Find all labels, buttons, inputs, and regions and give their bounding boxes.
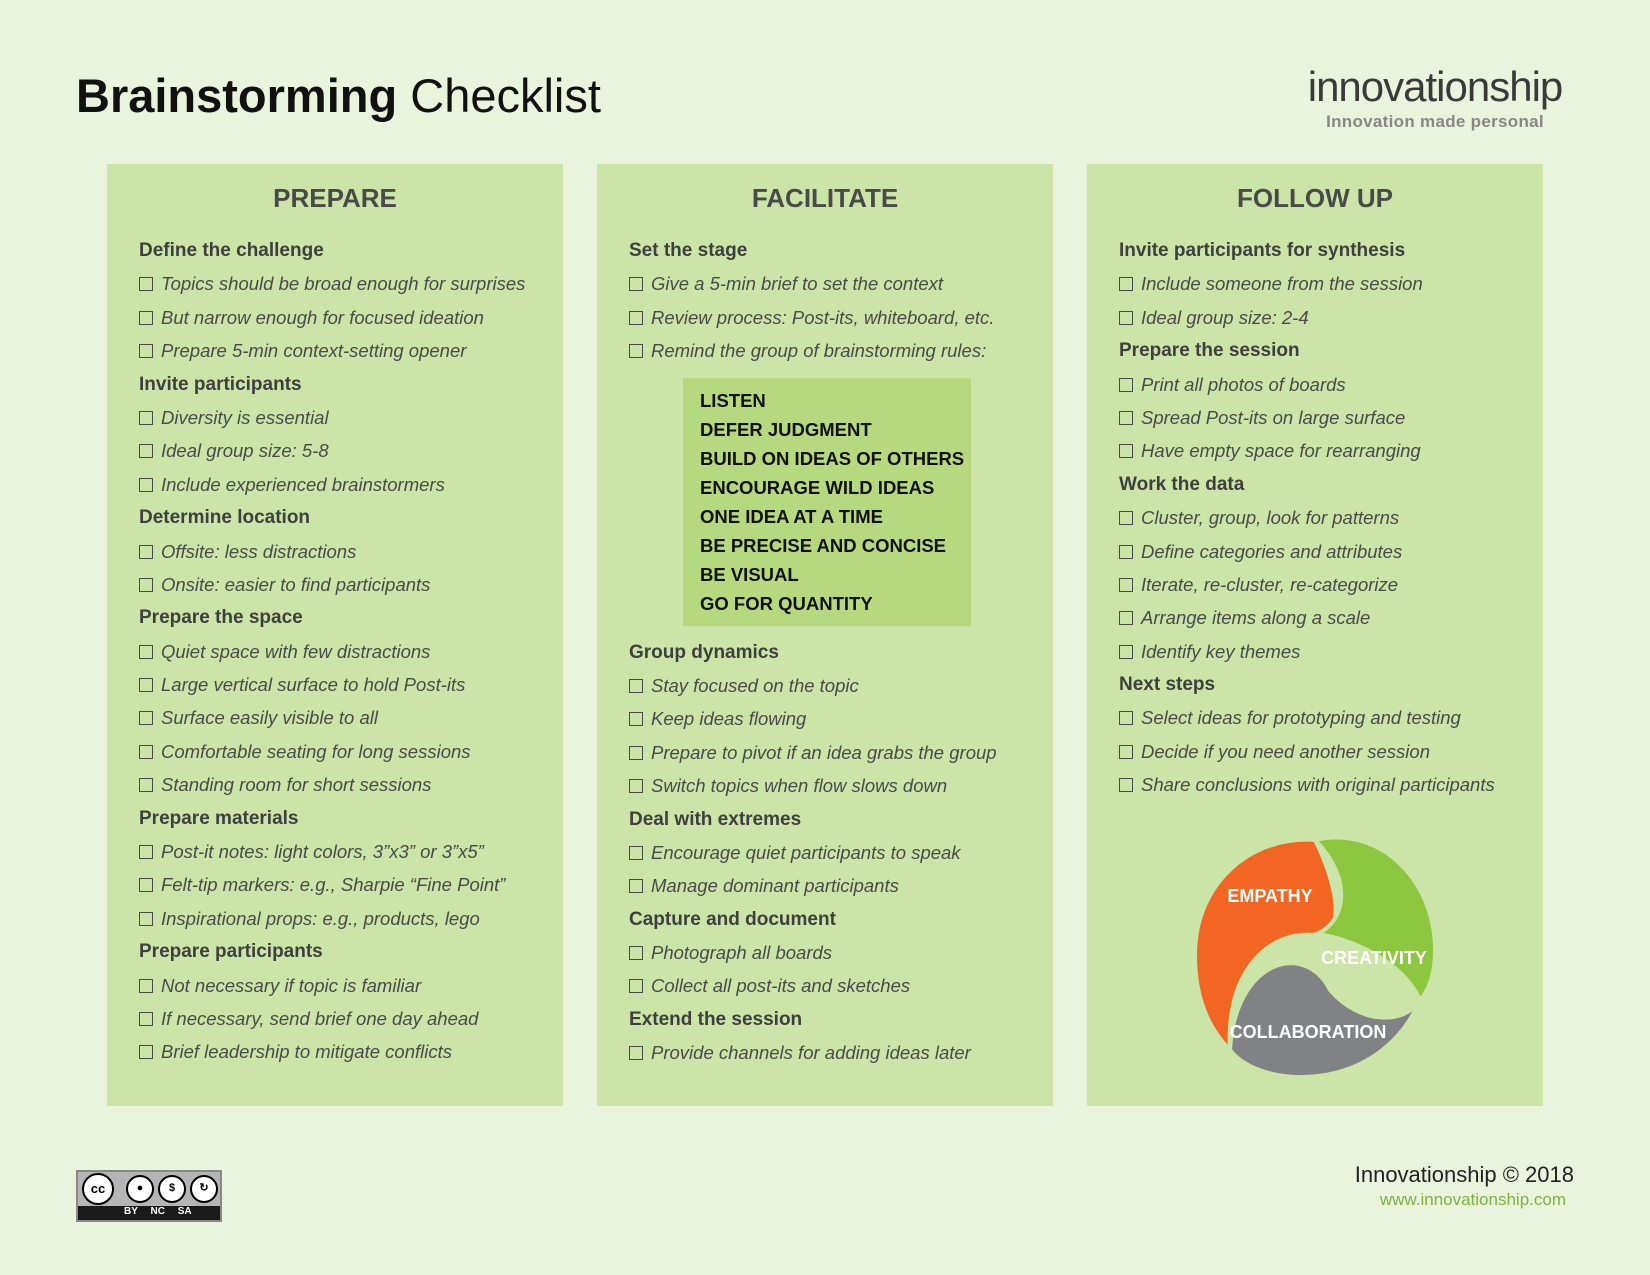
- cc-icon: cc: [82, 1173, 114, 1205]
- checklist-item-label: Arrange items along a scale: [1141, 607, 1371, 629]
- checklist-item-label: Keep ideas flowing: [651, 708, 807, 730]
- checkbox-icon[interactable]: [629, 311, 643, 325]
- creativity-label: CREATIVITY: [1321, 948, 1427, 968]
- website-link[interactable]: www.innovationship.com: [1379, 1190, 1566, 1209]
- noncommercial-icon: $: [158, 1175, 186, 1203]
- checklist-item-label: Onsite: easier to find participants: [161, 573, 431, 595]
- checklist-item[interactable]: [1119, 701, 1543, 734]
- checklist-item-label: Iterate, re-cluster, re-categorize: [1141, 573, 1399, 595]
- checklist-item[interactable]: [139, 835, 563, 868]
- section-title: Next steps: [1119, 674, 1216, 696]
- attribution-icon: ●: [126, 1175, 154, 1203]
- checklist-item-label: Brief leadership to mitigate conflicts: [161, 1041, 452, 1063]
- title-bold: Brainstorming: [76, 69, 398, 122]
- checkbox-icon[interactable]: [139, 711, 153, 725]
- collaboration-segment: [1230, 963, 1420, 1077]
- section-title: Determine location: [139, 507, 311, 529]
- checklist-item-label: Switch topics when flow slows down: [651, 775, 948, 797]
- checklist-item-label: Quiet space with few distractions: [161, 640, 431, 662]
- checklist-item[interactable]: [139, 468, 563, 501]
- checkbox-icon[interactable]: [139, 578, 153, 592]
- logo-tagline: Innovation made personal: [1326, 112, 1544, 131]
- rule-item: ENCOURAGE WILD IDEAS: [700, 476, 935, 498]
- checklist-item[interactable]: [139, 568, 563, 601]
- checkbox-icon[interactable]: [629, 746, 643, 760]
- checklist-item[interactable]: [139, 334, 563, 367]
- checklist-item[interactable]: [1119, 735, 1543, 768]
- column-heading: FACILITATE: [751, 183, 899, 213]
- checkbox-icon[interactable]: [1119, 511, 1133, 525]
- checklist-item-label: Select ideas for prototyping and testing: [1141, 707, 1461, 729]
- section-title: Prepare the session: [1119, 340, 1300, 362]
- column-heading: FOLLOW UP: [1237, 183, 1393, 213]
- checklist-item-label: Share conclusions with original participants: [1141, 774, 1495, 796]
- checkbox-icon[interactable]: [629, 946, 643, 960]
- checklist-item[interactable]: [629, 267, 1053, 300]
- checklist-item-label: Define categories and attributes: [1141, 540, 1403, 562]
- checklist-item-label: But narrow enough for focused ideation: [161, 306, 484, 328]
- checklist-item-label: Include someone from the session: [1141, 273, 1423, 295]
- section-title: Invite participants: [139, 373, 302, 395]
- sharealike-icon: ↻: [190, 1175, 218, 1203]
- checklist-item[interactable]: [629, 969, 1053, 1002]
- checkbox-icon[interactable]: [139, 311, 153, 325]
- checklist-item[interactable]: [629, 301, 1053, 334]
- checkbox-icon[interactable]: [1119, 745, 1133, 759]
- creative-commons-badge: [76, 1170, 222, 1222]
- checklist-item-label: Provide channels for adding ideas later: [651, 1042, 971, 1064]
- checkbox-icon[interactable]: [139, 845, 153, 859]
- logo-wordmark: innovationship: [1307, 63, 1563, 110]
- checklist-item[interactable]: [1119, 301, 1543, 334]
- checkbox-icon[interactable]: [1119, 411, 1133, 425]
- creativity-segment: [1315, 838, 1435, 1000]
- checkbox-icon[interactable]: [629, 879, 643, 893]
- checkbox-icon[interactable]: [139, 1012, 153, 1026]
- checkbox-icon[interactable]: [139, 678, 153, 692]
- checkbox-icon[interactable]: [629, 979, 643, 993]
- column-prepare: [107, 164, 563, 1106]
- page-title: [76, 68, 601, 123]
- checkbox-icon[interactable]: [1119, 778, 1133, 792]
- checklist-item[interactable]: [139, 301, 563, 334]
- checklist-item-label: Give a 5-min brief to set the context: [651, 273, 944, 295]
- checkbox-icon[interactable]: [629, 679, 643, 693]
- collaboration-label: COLLABORATION: [1229, 1022, 1387, 1042]
- checklist-item-label: Manage dominant participants: [651, 875, 899, 897]
- checkbox-icon[interactable]: [1119, 711, 1133, 725]
- rule-item: BE VISUAL: [700, 563, 799, 585]
- checkbox-icon[interactable]: [139, 478, 153, 492]
- checklist-item[interactable]: [629, 669, 1053, 702]
- checkbox-icon[interactable]: [139, 277, 153, 291]
- empathy-label: EMPATHY: [1227, 886, 1313, 906]
- brainstorming-rules-box: [683, 378, 971, 626]
- column-heading: PREPARE: [273, 183, 397, 213]
- checklist-item-label: Standing room for short sessions: [161, 774, 432, 796]
- empathy-creativity-collaboration-diagram: [1180, 830, 1450, 1090]
- section-title: Extend the session: [629, 1008, 803, 1030]
- checklist-item[interactable]: [139, 969, 563, 1002]
- checkbox-icon[interactable]: [1119, 378, 1133, 392]
- checklist-item[interactable]: [1119, 535, 1543, 568]
- checklist-item[interactable]: [139, 868, 563, 901]
- checkbox-icon[interactable]: [1119, 578, 1133, 592]
- rule-item: BUILD ON IDEAS OF OTHERS: [700, 447, 965, 469]
- checkbox-icon[interactable]: [629, 1046, 643, 1060]
- checklist-item-label: Felt-tip markers: e.g., Sharpie “Fine Point”: [161, 874, 506, 896]
- checklist-item[interactable]: [629, 334, 1053, 367]
- checklist-item-label: Have empty space for rearranging: [1141, 440, 1421, 462]
- checkbox-icon[interactable]: [629, 779, 643, 793]
- checklist-item[interactable]: [139, 401, 563, 434]
- section-title: Define the challenge: [139, 240, 324, 261]
- checklist-item-label: Remind the group of brainstorming rules:: [651, 340, 987, 362]
- checklist-item-label: Cluster, group, look for patterns: [1141, 507, 1400, 529]
- checklist-item[interactable]: [1119, 267, 1543, 300]
- checklist-item-label: Review process: Post-its, whiteboard, etc.: [651, 306, 995, 328]
- checkbox-icon[interactable]: [629, 277, 643, 291]
- checklist-item[interactable]: [139, 535, 563, 568]
- column-facilitate: [597, 164, 1053, 1106]
- checklist-item-label: Topics should be broad enough for surprises: [161, 273, 526, 295]
- checklist-item-label: Include experienced brainstormers: [161, 473, 445, 495]
- checklist-item-label: Spread Post-its on large surface: [1141, 406, 1406, 428]
- copyright: Innovationship © 2018: [1354, 1162, 1574, 1187]
- title-light: Checklist: [410, 69, 601, 122]
- checklist-item[interactable]: [629, 936, 1053, 969]
- license-labels: BY NC SA: [124, 1206, 192, 1217]
- checkbox-icon[interactable]: [1119, 611, 1133, 625]
- rule-item: BE PRECISE AND CONCISE: [700, 534, 947, 556]
- checklist-item[interactable]: [1119, 635, 1543, 668]
- checklist: [139, 234, 563, 1069]
- checklist-item[interactable]: [629, 769, 1053, 802]
- checklist-item[interactable]: [139, 635, 563, 668]
- checkbox-icon[interactable]: [629, 344, 643, 358]
- checklist-item[interactable]: [1119, 568, 1543, 601]
- checklist-item[interactable]: [139, 668, 563, 701]
- section-title: Group dynamics: [629, 641, 779, 663]
- checklist-item-label: Inspirational props: e.g., products, lego: [161, 907, 480, 929]
- checklist-item[interactable]: [139, 735, 563, 768]
- checklist-item[interactable]: [1119, 501, 1543, 534]
- section-title: Invite participants for synthesis: [1119, 240, 1406, 261]
- checklist-item-label: Collect all post-its and sketches: [651, 975, 911, 997]
- checklist-item[interactable]: [1119, 601, 1543, 634]
- section-title: Prepare participants: [139, 941, 323, 963]
- checkbox-icon[interactable]: [629, 846, 643, 860]
- checklist-item[interactable]: [1119, 768, 1543, 801]
- checklist-item-label: Comfortable seating for long sessions: [161, 740, 471, 762]
- checklist-item-label: Offsite: less distractions: [161, 540, 357, 562]
- checklist-item[interactable]: [139, 768, 563, 801]
- checklist-item[interactable]: [139, 902, 563, 935]
- checklist-item-label: Prepare to pivot if an idea grabs the group: [651, 741, 997, 763]
- checkbox-icon[interactable]: [139, 411, 153, 425]
- rule-item: LISTEN: [700, 389, 766, 411]
- rule-item: ONE IDEA AT A TIME: [700, 505, 883, 527]
- checklist-item[interactable]: [139, 1035, 563, 1068]
- checklist-item-label: Encourage quiet participants to speak: [651, 841, 961, 863]
- checklist: [629, 234, 1053, 1070]
- checklist-item-label: Prepare 5-min context-setting opener: [161, 340, 467, 362]
- checklist-item-label: Diversity is essential: [161, 406, 329, 428]
- checkbox-icon[interactable]: [139, 344, 153, 358]
- rule-item: DEFER JUDGMENT: [700, 418, 872, 440]
- checkbox-icon[interactable]: [139, 878, 153, 892]
- checkbox-icon[interactable]: [139, 1045, 153, 1059]
- checkbox-icon[interactable]: [139, 444, 153, 458]
- checkbox-icon[interactable]: [1119, 311, 1133, 325]
- checkbox-icon[interactable]: [1119, 645, 1133, 659]
- checklist-item[interactable]: [629, 869, 1053, 902]
- checklist-item-label: Ideal group size: 5-8: [161, 440, 329, 462]
- checklist-item-label: Large vertical surface to hold Post-its: [161, 674, 466, 696]
- checklist-item[interactable]: [139, 1002, 563, 1035]
- section-title: Prepare materials: [139, 807, 299, 829]
- section-title: Work the data: [1119, 473, 1245, 495]
- checklist-item-label: Identify key themes: [1141, 640, 1301, 662]
- section-title: Deal with extremes: [629, 808, 802, 830]
- checklist-item[interactable]: [629, 836, 1053, 869]
- rule-item: GO FOR QUANTITY: [700, 592, 873, 614]
- checkbox-icon[interactable]: [139, 745, 153, 759]
- checklist-item[interactable]: [1119, 434, 1543, 467]
- checkbox-icon[interactable]: [139, 778, 153, 792]
- checkbox-icon[interactable]: [1119, 277, 1133, 291]
- checkbox-icon[interactable]: [629, 712, 643, 726]
- checklist-item-label: Photograph all boards: [651, 942, 833, 964]
- checklist-item[interactable]: [1119, 401, 1543, 434]
- section-title: Capture and document: [629, 908, 836, 930]
- checklist-item-label: Not necessary if topic is familiar: [161, 974, 422, 996]
- checkbox-icon[interactable]: [139, 912, 153, 926]
- section-title: Prepare the space: [139, 607, 303, 629]
- checklist-item-label: Surface easily visible to all: [161, 707, 378, 729]
- checklist-item-label: Ideal group size: 2-4: [1141, 306, 1309, 328]
- checklist-item-label: Post-it notes: light colors, 3”x3” or 3”x5”: [161, 841, 484, 863]
- checklist-item[interactable]: [139, 434, 563, 467]
- checklist-item[interactable]: [139, 267, 563, 300]
- checklist-item[interactable]: [629, 736, 1053, 769]
- checkbox-icon[interactable]: [1119, 444, 1133, 458]
- checkbox-icon[interactable]: [139, 979, 153, 993]
- checklist-item-label: If necessary, send brief one day ahead: [161, 1007, 479, 1029]
- checklist-item[interactable]: [629, 1036, 1053, 1069]
- checklist-item[interactable]: [139, 701, 563, 734]
- checkbox-icon[interactable]: [139, 645, 153, 659]
- checklist-item[interactable]: [1119, 368, 1543, 401]
- checkbox-icon[interactable]: [139, 545, 153, 559]
- checklist-item-label: Stay focused on the topic: [651, 674, 859, 696]
- brand-logo: [1290, 63, 1580, 132]
- checkbox-icon[interactable]: [1119, 545, 1133, 559]
- checklist-item-label: Print all photos of boards: [1141, 373, 1346, 395]
- checklist-item-label: Decide if you need another session: [1141, 740, 1430, 762]
- checklist-item[interactable]: [629, 702, 1053, 735]
- section-title: Set the stage: [629, 240, 748, 261]
- checklist: [1119, 234, 1543, 802]
